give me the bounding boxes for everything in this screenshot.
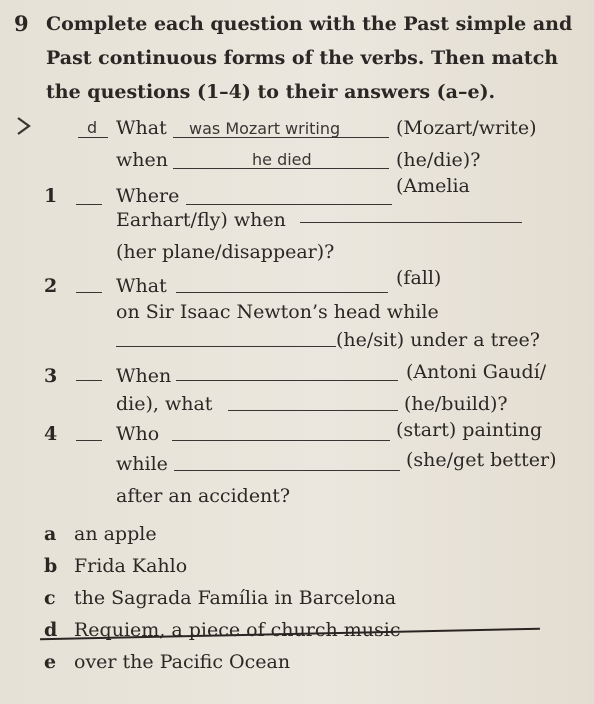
- question-3-blank-2[interactable]: [228, 410, 398, 411]
- question-2-number: 2: [44, 275, 58, 297]
- question-4-text-2: while: [116, 453, 168, 475]
- question-2-hint-1: (fall): [396, 267, 442, 289]
- question-4-number: 4: [44, 423, 58, 445]
- answer-d-letter: d: [44, 619, 58, 641]
- answer-c-letter: c: [44, 587, 56, 609]
- question-1-text-2: Earhart/fly) when: [116, 209, 286, 231]
- answer-e-letter: e: [44, 651, 57, 673]
- instruction-line-3: the questions (1–4) to their answers (a–e).: [46, 81, 496, 103]
- answer-b-text: Frida Kahlo: [74, 555, 188, 577]
- question-4-letter-blank[interactable]: [76, 440, 102, 441]
- question-1-letter-blank[interactable]: [76, 204, 102, 205]
- answer-a-letter: a: [44, 523, 57, 545]
- question-3-text-1: When: [116, 365, 172, 387]
- answer-a-text: an apple: [74, 523, 157, 545]
- example-hint-2: (he/die)?: [396, 149, 481, 171]
- question-4-hint-1: (start) painting: [396, 419, 543, 441]
- question-1-text-1: Where: [116, 185, 180, 207]
- question-3-hint-2: (he/build)?: [404, 393, 508, 415]
- question-4-blank-2[interactable]: [174, 470, 400, 471]
- question-1-blank-1[interactable]: [186, 204, 392, 205]
- question-3-text-2: die), what: [116, 393, 213, 415]
- answer-e-text: over the Pacific Ocean: [74, 651, 291, 673]
- question-2-text-2: on Sir Isaac Newton’s head while: [116, 301, 439, 323]
- question-1-hint-1: (Amelia: [396, 175, 470, 197]
- question-2-blank-1[interactable]: [176, 292, 388, 293]
- example-filled-1: was Mozart writing: [189, 119, 341, 138]
- question-3-blank-1[interactable]: [176, 380, 398, 381]
- example-word-when: when: [116, 149, 168, 171]
- example-hint-1: (Mozart/write): [396, 117, 537, 139]
- answer-b-letter: b: [44, 555, 58, 577]
- question-3-hint-1: (Antoni Gaudí/: [406, 361, 547, 383]
- chevron-right-icon: [14, 115, 34, 137]
- question-2-text-1: What: [116, 275, 167, 297]
- question-2-hint-2: (he/sit) under a tree?: [336, 329, 540, 351]
- question-1-hint-2: (her plane/disappear)?: [116, 241, 335, 263]
- example-word-what: What: [116, 117, 167, 139]
- exercise-number: 9: [14, 11, 29, 36]
- question-2-blank-2[interactable]: [116, 346, 336, 347]
- question-2-letter-blank[interactable]: [76, 292, 102, 293]
- example-filled-2: he died: [252, 150, 312, 169]
- question-4-hint-2: (she/get better): [406, 449, 557, 471]
- question-4-text-1: Who: [116, 423, 160, 445]
- question-4-blank-1[interactable]: [172, 440, 390, 441]
- instruction-line-2: Past continuous forms of the verbs. Then match: [46, 47, 559, 69]
- question-4-text-3: after an accident?: [116, 485, 291, 507]
- answer-d-text: Requiem, a piece of church music: [74, 619, 401, 641]
- question-1-blank-2[interactable]: [300, 222, 522, 223]
- answer-c-text: the Sagrada Família in Barcelona: [74, 587, 397, 609]
- question-3-letter-blank[interactable]: [76, 380, 102, 381]
- question-1-number: 1: [44, 185, 58, 207]
- question-3-number: 3: [44, 365, 58, 387]
- example-answer-letter: d: [87, 118, 98, 137]
- instruction-line-1: Complete each question with the Past simple and: [46, 13, 573, 35]
